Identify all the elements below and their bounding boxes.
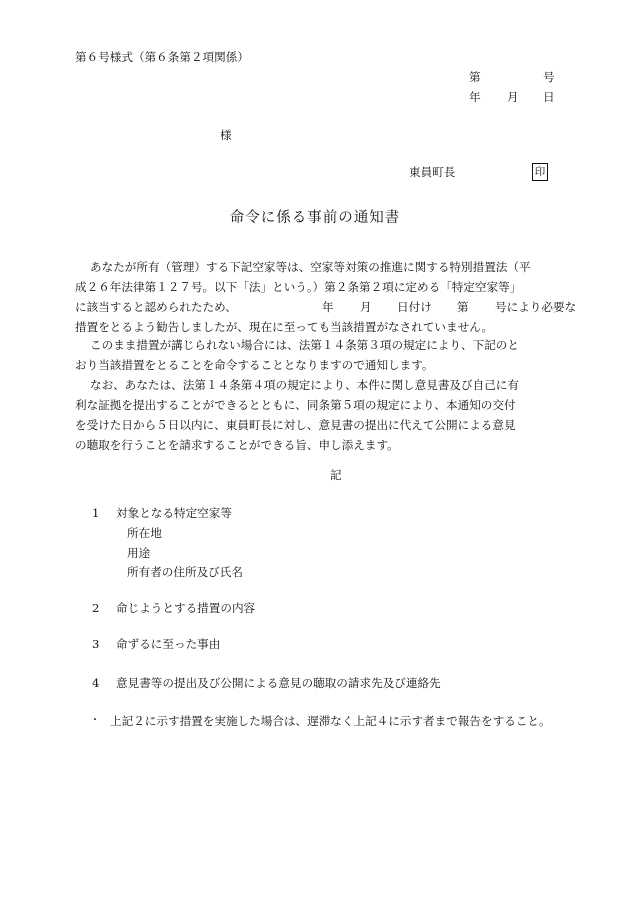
document-title: 命令に係る事前の通知書	[229, 210, 401, 226]
paragraph-line: 号により必要な	[495, 300, 577, 314]
paragraph-line: の聴取を行うことを請求することができる旨、申し添えます。	[75, 438, 399, 452]
note-text: 上記２に示す措置を実施した場合は、遅滞なく上記４に示す者まで報告をすること。	[110, 714, 551, 728]
paragraph-line: あなたが所有（管理）する下記空家等は、空家等対策の推進に関する特別措置法（平	[90, 260, 531, 274]
item-number: 3	[92, 637, 100, 651]
item-sub-usage: 用途	[127, 546, 151, 560]
date-month-label: 月	[507, 90, 519, 104]
paragraph-line: おり当該措置をとることを命令することとなりますので通知します。	[75, 358, 434, 372]
paragraph-line: 利な証拠を提出することができるとともに、同条第５項の規定により、本通知の交付	[75, 398, 516, 412]
form-number-label: 第６号様式（第６条第２項関係）	[75, 50, 249, 64]
date-year-label: 年	[469, 90, 481, 104]
item-label: 命じようとする措置の内容	[116, 601, 256, 615]
document-number-suffix: 号	[543, 70, 555, 84]
blank-day-label: 日付け	[397, 300, 432, 314]
item-number: 4	[92, 676, 100, 690]
item-label: 命ずるに至った事由	[116, 637, 221, 651]
seal-stamp-box	[532, 163, 548, 181]
item-label: 対象となる特定空家等	[116, 506, 232, 520]
paragraph-line: に該当すると認められたため、	[75, 300, 237, 314]
date-day-label: 日	[543, 90, 555, 104]
item-sub-location: 所在地	[127, 526, 162, 540]
item-number: 1	[92, 506, 100, 520]
document-number-prefix: 第	[469, 70, 481, 84]
seal-label: 印	[534, 165, 546, 178]
note-bullet: ・	[90, 715, 100, 726]
paragraph-line: このまま措置が講じられない場合には、法第１４条第３項の規定により、下記のと	[90, 338, 519, 352]
addressee-honorific: 様	[220, 128, 232, 142]
blank-month-label: 月	[360, 300, 372, 314]
item-label: 意見書等の提出及び公開による意見の聴取の請求先及び連絡先	[116, 676, 441, 690]
ki-heading: 記	[330, 468, 342, 482]
paragraph-line: を受けた日から５日以内に、東員町長に対し、意見書の提出に代えて公開による意見	[75, 418, 516, 432]
blank-number-prefix: 第	[457, 300, 469, 314]
sender-name: 東員町長	[409, 165, 456, 179]
paragraph-line: 措置をとるよう勧告しましたが、現在に至っても当該措置がなされていません。	[75, 320, 494, 334]
item-sub-owner: 所有者の住所及び氏名	[127, 565, 243, 579]
paragraph-line: なお、あなたは、法第１４条第４項の規定により、本件に関し意見書及び自己に有	[90, 378, 519, 392]
paragraph-line: 成２６年法律第１２７号。以下「法」という。）第２条第２項に定める「特定空家等」	[75, 280, 522, 294]
blank-year-label: 年	[322, 300, 334, 314]
item-number: 2	[92, 601, 100, 615]
